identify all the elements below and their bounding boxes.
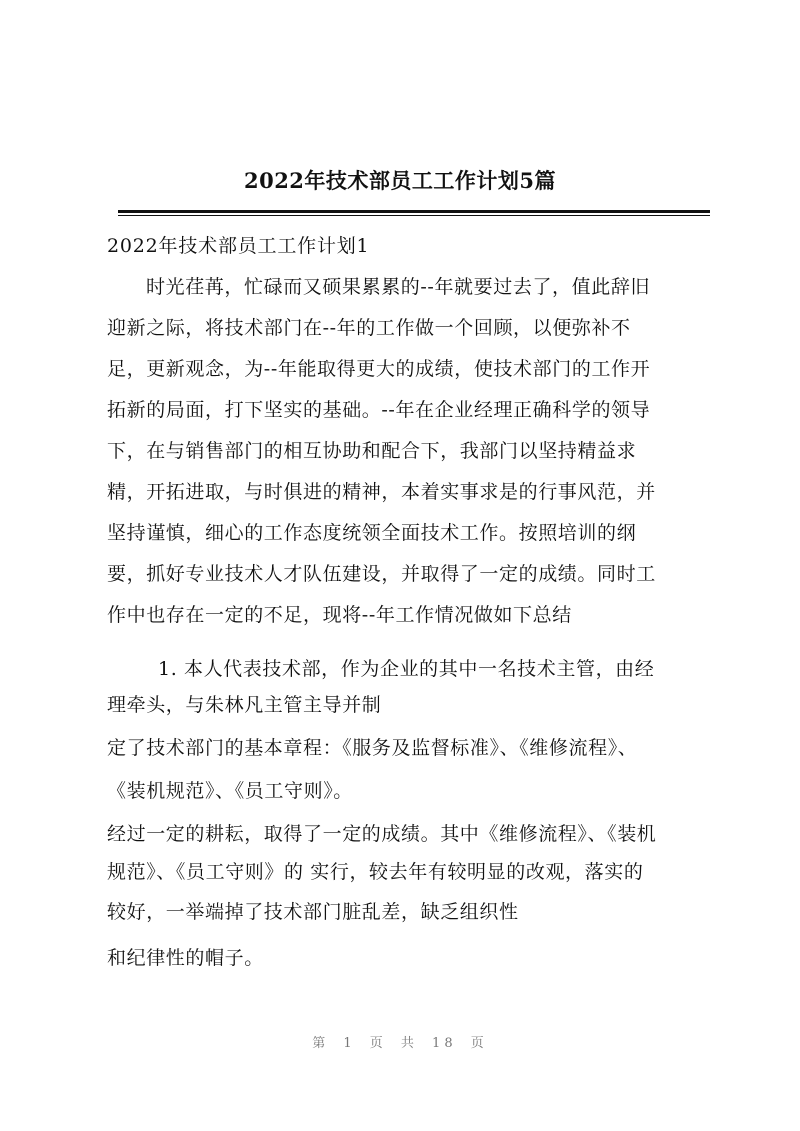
document-title: 2022年技术部员工工作计划5篇 xyxy=(243,168,557,193)
title-rule-thin xyxy=(118,215,710,216)
title-rule-thick xyxy=(118,210,710,213)
paragraph-line: 《装机规范》、《员工守则》。 xyxy=(107,780,353,802)
paragraph-line: 足，更新观念，为--年能取得更大的成绩，使技术部门的工作开 xyxy=(107,358,651,380)
paragraph-line: 作中也存在一定的不足，现将--年工作情况做如下总结 xyxy=(107,604,572,626)
paragraph-line: 坚持谨慎，细心的工作态度统领全面技术工作。按照培训的纲 xyxy=(107,522,637,544)
section-heading: 2022年技术部员工工作计划1 xyxy=(107,235,370,257)
paragraph-line: 定了技术部门的基本章程：《服务及监督标准》、《维修流程》、 xyxy=(107,737,638,759)
paragraph-line: 1. 本人代表技术部，作为企业的其中一名技术主管，由经 xyxy=(158,658,655,680)
paragraph-line: 时光荏苒，忙碌而又硕果累累的--年就要过去了，值此辞旧 xyxy=(146,276,651,298)
paragraph-line: 迎新之际，将技术部门在--年的工作做一个回顾，以便弥补不 xyxy=(107,317,631,339)
paragraph-line: 要，抓好专业技术人才队伍建设，并取得了一定的成绩。同时工 xyxy=(107,563,656,585)
paragraph-line: 经过一定的耕耘，取得了一定的成绩。其中《维修流程》、《装机 xyxy=(107,823,657,845)
paragraph-line: 精，开拓进取，与时俱进的精神，本着实事求是的行事风范，并 xyxy=(107,481,656,503)
paragraph-line: 拓新的局面，打下坚实的基础。--年在企业经理正确科学的领导 xyxy=(107,399,651,421)
paragraph-line: 理牵头，与朱林凡主管主导并制 xyxy=(107,694,382,716)
paragraph-line: 和纪律性的帽子。 xyxy=(107,947,264,969)
paragraph-line: 规范》、《员工守则》的 实行，较去年有较明显的改观，落实的 xyxy=(107,861,644,883)
paragraph-line: 下，在与销售部门的相互协助和配合下，我部门以坚持精益求 xyxy=(107,440,637,462)
page-number-footer: 第 1 页 共 18 页 xyxy=(312,1036,488,1051)
paragraph-line: 较好，一举端掉了技术部门脏乱差，缺乏组织性 xyxy=(107,901,519,923)
